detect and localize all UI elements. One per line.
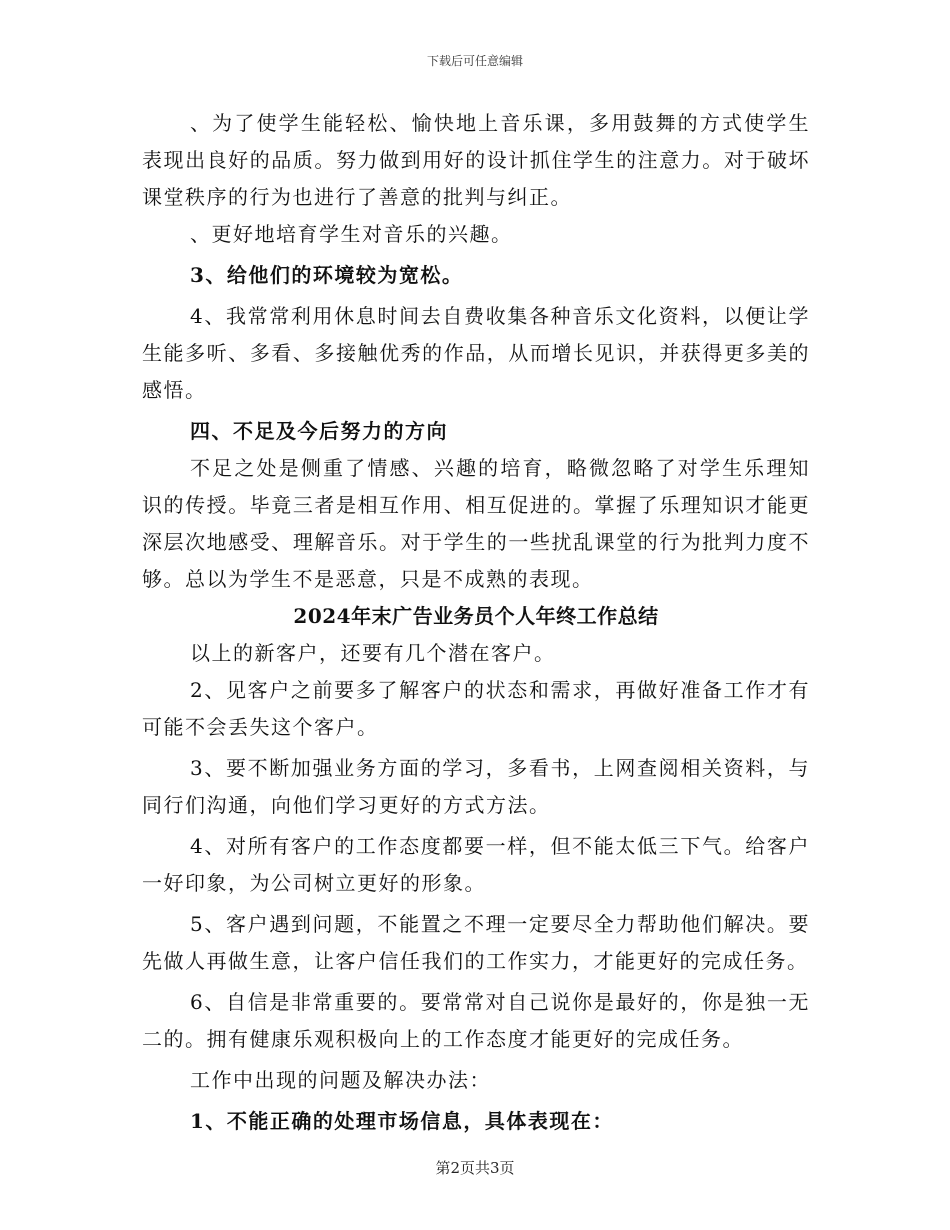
document-body: [142, 105, 810, 1140]
paragraph-point-4: 4、对所有客户的工作态度都要一样，但不能太低三下气。给客户一好印象，为公司树立更好的形象。: [142, 834, 810, 895]
paragraph-encouragement: 、为了使学生能轻松、愉快地上音乐课，多用鼓舞的方式使学生表现出良好的品质。努力做到用好的设计抓住学生的注意力。对于破坏课堂秩序的行为也进行了善意的批判与纠正。: [142, 111, 810, 209]
heading-environment: 3、给他们的环境较为宽松。: [190, 263, 464, 287]
page-footer: 第2页共3页: [435, 1159, 515, 1177]
paragraph-interest: 、更好地培育学生对音乐的兴趣。: [190, 222, 513, 246]
paragraph-point-2: 2、见客户之前要多了解客户的状态和需求，再做好准备工作才有可能不会丢失这个客户。: [142, 678, 810, 739]
paragraph-shortcomings: 不足之处是侧重了情感、兴趣的培育，略微忽略了对学生乐理知识的传授。毕竟三者是相互作用、相互促进的。掌握了乐理知识才能更深层次地感受、理解音乐。对于学生的一些扰乱课堂的行为批判力度不够。总以为学生不是恶意，只是不成熟的表现。: [142, 456, 810, 591]
paragraph-problems-intro: 工作中出现的问题及解决办法：: [190, 1068, 491, 1092]
paragraph-new-clients: 以上的新客户，还要有几个潜在客户。: [190, 641, 556, 665]
paragraph-point-6: 6、自信是非常重要的。要常常对自己说你是最好的，你是独一无二的。拥有健康乐观积极向上的工作态度才能更好的完成任务。: [142, 990, 810, 1051]
page-header: 下载后可任意编辑: [426, 54, 523, 68]
paragraph-materials: 4、我常常利用休息时间去自费收集各种音乐文化资料，以便让学生能多听、多看、多接触优秀的作品，从而增长见识，并获得更多美的感悟。: [142, 304, 810, 402]
section-title: 2024年末广告业务员个人年终工作总结: [293, 604, 659, 628]
heading-shortcomings: 四、不足及今后努力的方向: [190, 419, 448, 443]
paragraph-point-5: 5、客户遇到问题，不能置之不理一定要尽全力帮助他们解决。要先做人再做生意，让客户信任我们的工作实力，才能更好的完成任务。: [142, 912, 810, 973]
heading-market-info: 1、不能正确的处理市场信息，具体表现在：: [190, 1109, 614, 1133]
paragraph-point-3: 3、要不断加强业务方面的学习，多看书，上网查阅相关资料，与同行们沟通，向他们学习更好的方式方法。: [142, 756, 810, 817]
